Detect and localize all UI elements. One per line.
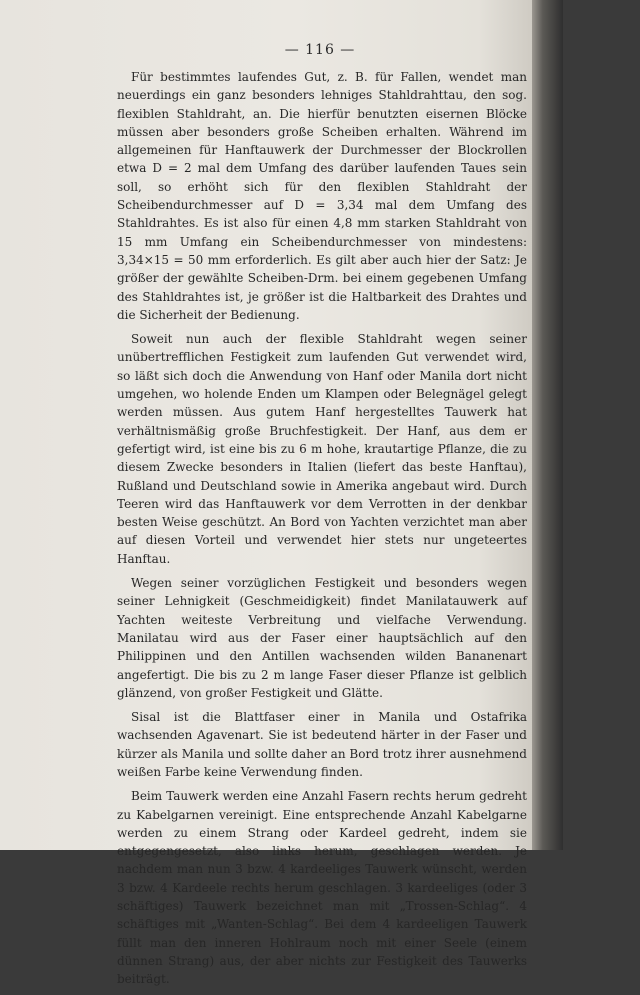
paragraph: Soweit nun auch der flexible Stahldraht wegen seiner unübertrefflichen Festigkeit zum laufenden Gut verwendet wird, so läßt sich doch die Anwendung von Hanf oder Manila dort nicht umgehen, wo holende Enden um Klampen oder Belegnägel gelegt werden müssen. Aus gutem Hanf hergestelltes Tauwerk hat verhältnismäßig große Bruchfestigkeit. Der Hanf, aus dem er gefertigt wird, ist eine bis zu 6 m hohe, krautartige Pflanze, die zu diesem Zwecke besonders in Italien (liefert das beste Hanftau), Rußland und Deutschland sowie in Amerika angebaut wird. Durch Teeren wird das Hanftauwerk vor dem Verrotten in der denkbar besten Weise geschützt. An Bord von Yachten verzichtet man aber auf diesen Vorteil und verwendet hier stets nur ungeteertes Hanftau. — [117, 332, 527, 566]
page-number: — 116 — — [284, 42, 356, 58]
paragraph: Sisal ist die Blattfaser einer in Manila und Ostafrika wachsenden Agavenart. Sie ist bedeutend härter in der Faser und kürzer als Manila und sollte daher an Bord trotz ihrer ausnehmend weißen Farbe keine Verwendung finden. — [117, 710, 527, 779]
paragraph: Wegen seiner vorzüglichen Festigkeit und besonders wegen seiner Lehnigkeit (Geschmeidigkeit) findet Manilatauwerk auf Yachten weiteste Verbreitung und vielfache Verwendung. Manilatau wird aus der Faser einer hauptsächlich auf den Philippinen und den Antillen wachsenden wilden Bananenart angefertigt. Die bis zu 2 m lange Faser dieser Pflanze ist gelblich glänzend, von großer Festigkeit und Glätte. — [117, 576, 527, 700]
paragraph: Für bestimmtes laufendes Gut, z. B. für Fallen, wendet man neuerdings ein ganz besonders lehniges Stahldrahttau, den sog. flexiblen Stahldraht, an. Die hierfür benutzten eisernen Blöcke müssen aber besonders große Scheiben erhalten. Während im allgemeinen für Hanftauwerk der Durchmesser der Blockrollen etwa D = 2 mal dem Umfang des darüber laufenden Taues sein soll, so erhöht sich für den flexiblen Stahldraht der Scheibendurchmesser auf D = 3,34 mal dem Umfang des Stahldrahtes. Es ist also für einen 4,8 mm starken Stahldraht von 15 mm Umfang ein Scheibendurchmesser von mindestens: 3,34×15 = 50 mm erforderlich. Es gilt aber auch hier der Satz: Je größer der gewählte Scheiben-Drm. bei einem gegebenen Umfang des Stahldrahtes ist, je größer ist die Haltbarkeit des Drahtes und die Sicherheit der Bedienung. — [117, 70, 527, 322]
book-edge — [532, 0, 563, 850]
paragraph: Beim Tauwerk werden eine Anzahl Fasern rechts herum gedreht zu Kabelgarnen vereinigt. Eine entsprechende Anzahl Kabelgarne werden zu einem Strang oder Kardeel gedreht, indem sie entgegengesetzt, also links herum, geschlagen werden. Je nachdem man nun 3 bzw. 4 kardeeliges Tauwerk wünscht, werden 3 bzw. 4 Kardeele rechts herum geschlagen. 3 kardeeliges (oder 3 schäftiges) Tauwerk bezeichnet man mit „Trossen-Schlag“. 4 schäftiges mit „Wanten-Schlag“. Bei dem 4 kardeeligen Tauwerk füllt man den inneren Hohlraum noch mit einer Seele (einem dünnen Strang) aus, der aber nichts zur Festigkeit des Tauwerks beiträgt. — [117, 789, 527, 987]
body-text — [117, 68, 527, 995]
